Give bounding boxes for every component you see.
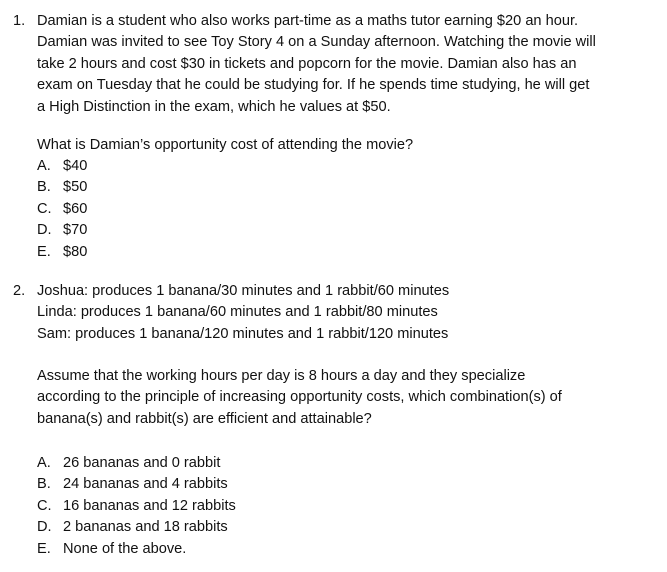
- question-2-option-c[interactable]: [37, 496, 657, 517]
- question-2-option-e[interactable]: [37, 539, 657, 560]
- option-letter: A.: [37, 455, 51, 471]
- option-text: 16 bananas and 12 rabbits: [63, 497, 236, 514]
- question-1-option-c[interactable]: [37, 199, 657, 220]
- option-text: None of the above.: [63, 540, 187, 557]
- question-2-stem: [37, 281, 657, 345]
- question-1-stem-line: exam on Tuesday that he could be studying for. If he spends time studying, he will get: [37, 77, 590, 94]
- question-2-prompt-line: banana(s) and rabbit(s) are efficient and attainable?: [37, 410, 372, 427]
- option-letter: E.: [37, 540, 51, 557]
- question-2-option-d[interactable]: [37, 517, 657, 538]
- option-text: $50: [63, 179, 88, 196]
- question-2-prompt-line: according to the principle of increasing opportunity costs, which combination(s) of: [37, 389, 562, 406]
- option-text: 24 bananas and 4 rabbits: [63, 476, 228, 493]
- question-2-prompt: [37, 366, 657, 430]
- question-1-option-a[interactable]: [37, 156, 657, 177]
- option-letter: D.: [37, 222, 52, 239]
- option-letter: D.: [37, 519, 52, 536]
- question-1-prompt-line: What is Damian’s opportunity cost of attending the movie?: [37, 137, 414, 153]
- question-1-stem-line: take 2 hours and cost $30 in tickets and popcorn for the movie. Damian also has an: [37, 55, 577, 72]
- question-2-options: [37, 453, 657, 560]
- question-1-stem-line: a High Distinction in the exam, which he values at $50.: [37, 98, 391, 115]
- question-1-number: 1.: [13, 13, 26, 29]
- option-text: 26 bananas and 0 rabbit: [63, 455, 221, 471]
- option-text: $80: [63, 243, 88, 260]
- option-text: 2 bananas and 18 rabbits: [63, 519, 228, 536]
- option-letter: E.: [37, 243, 51, 260]
- question-1-stem-line: Damian is a student who also works part-time as a maths tutor earning $20 an hour.: [37, 13, 579, 29]
- question-2-stem-line: Joshua: produces 1 banana/30 minutes and 1 rabbit/60 minutes: [37, 283, 450, 299]
- question-2-option-a[interactable]: [37, 453, 657, 474]
- question-1-stem-line: Damian was invited to see Toy Story 4 on a Sunday afternoon. Watching the movie will: [37, 34, 596, 51]
- option-text: $40: [63, 158, 88, 174]
- question-2-number: 2.: [13, 283, 26, 299]
- option-letter: A.: [37, 158, 51, 174]
- question-1-option-b[interactable]: [37, 177, 657, 198]
- question-1-options: [37, 156, 657, 263]
- question-2-stem-line: Sam: produces 1 banana/120 minutes and 1 rabbit/120 minutes: [37, 325, 449, 342]
- question-2-stem-line: Linda: produces 1 banana/60 minutes and 1 rabbit/80 minutes: [37, 304, 438, 321]
- question-2-prompt-line: Assume that the working hours per day is 8 hours a day and they specialize: [37, 368, 526, 384]
- option-letter: B.: [37, 476, 51, 493]
- question-2-option-b[interactable]: [37, 474, 657, 495]
- question-1-prompt: [37, 135, 657, 156]
- question-1-stem: [37, 11, 657, 118]
- question-1-option-e[interactable]: [37, 242, 657, 263]
- option-letter: B.: [37, 179, 51, 196]
- option-text: $60: [63, 200, 88, 217]
- question-1-option-d[interactable]: [37, 220, 657, 241]
- option-letter: C.: [37, 200, 52, 217]
- option-text: $70: [63, 222, 88, 239]
- option-letter: C.: [37, 497, 52, 514]
